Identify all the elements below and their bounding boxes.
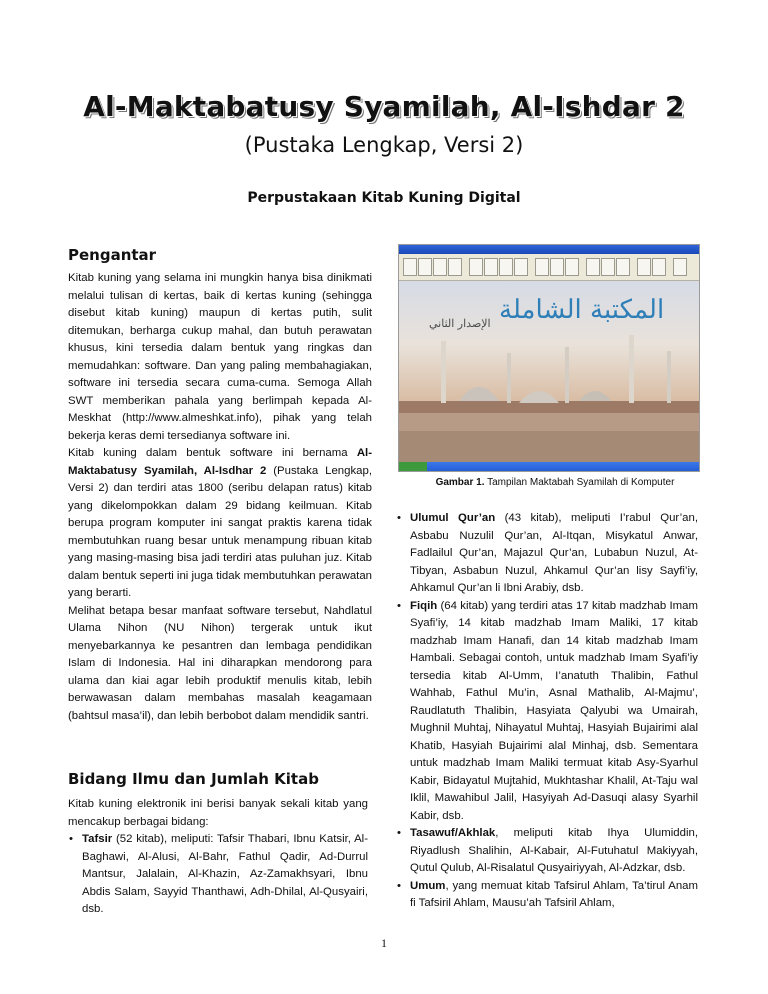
toolbar-button <box>637 258 651 276</box>
caption-label: Gambar 1. <box>435 477 485 488</box>
list-item-name: Tasawuf/Akhlak <box>410 827 496 839</box>
list-item-tafsir <box>68 831 368 919</box>
bullet-icon: • <box>397 512 401 524</box>
intro-p2-software-name: Al-Maktabatusy Syamilah, Al-Isdhar 2 <box>68 447 372 477</box>
figure-caption <box>420 477 690 488</box>
bidang-list-left <box>68 831 368 919</box>
mosque-background-image <box>399 281 699 463</box>
window-toolbar <box>399 254 699 281</box>
list-item-text: (52 kitab), meliputi: Tafsir Thabari, Ibnu Katsir, Al-Baghawi, Al-Alusi, Al-Bahr, Fathul Qadir, Ad-Durrul Mantsur, Jalalain, Al-Khazin, Az-Zamakhsyari, Ibnu Abdis Salam, Sayyid Thanthawi, Adh-Dhilal, Al-Qusyairi, dsb. <box>82 833 368 915</box>
toolbar-button <box>535 258 549 276</box>
toolbar-button <box>433 258 447 276</box>
list-item-name: Ulumul Qur’an <box>410 512 496 524</box>
figure-screenshot <box>398 244 700 472</box>
toolbar-button <box>550 258 564 276</box>
app-logo-subtext: الإصدار الثاني <box>429 317 491 330</box>
intro-p2-lead: Kitab kuning dalam bentuk software ini bernama <box>68 447 357 459</box>
toolbar-button <box>586 258 600 276</box>
intro-paragraph-3: Melihat betapa besar manfaat software tersebut, Nahdlatul Ulama Nihon (NU Nihon) tergerak untuk ikut menyebarkannya ke pesantren dan lembaga pendidikan Islam di Indonesia. Hal ini diharapkan mendorong para ulama dan kiai agar lebih produktif menulis kitab, lebih berwawasan dalam membahas masalah keagamaan (bahtsul masa’il), dan lebih berbobot dalam mendidik santri. <box>68 604 372 722</box>
list-item-ulumul-quran <box>396 510 698 598</box>
bullet-icon: • <box>397 879 401 892</box>
toolbar-button <box>652 258 666 276</box>
bidang-list-right <box>396 510 698 913</box>
window-titlebar <box>399 245 699 254</box>
list-item-text: , yang memuat kitab Tafsirul Ahlam, Ta’tirul Anam fi Tafsiril Ahlam, Mausu’ah Tafsiril Ahlam, <box>410 879 698 909</box>
page-number: 1 <box>381 936 387 950</box>
list-item-text: , meliputi kitab Ihya Ulumiddin, Riyadlush Shalihin, Al-Kabair, Al-Futuhatul Makiyyah, Qutul Qulub, Al-Risalatul Qusyairiyyah, Al-Adzkar, dsb. <box>410 827 698 874</box>
section-heading-pengantar: Pengantar <box>68 246 157 264</box>
toolbar-button <box>514 258 528 276</box>
document-title: Al-Maktabatusy Syamilah, Al-Ishdar 2 <box>83 90 685 123</box>
start-button <box>399 462 427 471</box>
list-item-name: Fiqih <box>410 599 438 612</box>
document-tagline: Perpustakaan Kitab Kuning Digital <box>247 190 521 206</box>
section-heading-bidang: Bidang Ilmu dan Jumlah Kitab <box>68 770 319 788</box>
taskbar <box>399 462 699 471</box>
toolbar-button <box>616 258 630 276</box>
list-item-umum <box>396 878 698 913</box>
toolbar-button <box>565 258 579 276</box>
app-logo-text: المكتبة الشاملة <box>499 295 665 325</box>
intro-p2-rest: (Pustaka Lengkap, Versi 2) dan terdiri atas 1800 (seribu delapan ratus) kitab yang dikelompokkan dalam 29 bidang keilmuan. Kitab berupa program komputer ini sangat praktis karena tidak membutuhkan ruang besar untuk menampung ribuan kitab yang masing-masing bisa jadi terdiri atas puluhan juz. Kitab dalam bentuk seperti ini juga tidak membutuhkan perawatan yang berarti. <box>68 464 372 599</box>
toolbar-button <box>448 258 462 276</box>
list-item-text: (43 kitab), meliputi I’rabul Qur’an, Asbabu Nuzulil Qur’an, Al-Itqan, Misykatul Anwar, Fadlailul Qur’an, Majazul Qur’an, Lubabun Nuzul, At-Tibyan, Asbabun Nuzul, Ahkamul Qur’an lisy Sayfi’iy, Ahkamul Qur’an li Ibni Arabiy, dsb. <box>410 512 698 594</box>
list-item-name: Umum <box>410 879 446 892</box>
bullet-icon: • <box>397 827 401 839</box>
list-item-text: (64 kitab) yang terdiri atas 17 kitab madzhab Imam Syafi’iy, 14 kitab madzhab Imam Maliki, 17 kitab madzhab Imam Hanafi, dan 14 kitab madzhab Imam Hambali. Sebagai contoh, untuk madzhab Imam Syafi’iy tersedia kitab Al-Umm, I’anatuth Thalibin, Fathul Wahhab, Fathul Mu’in, Asnal Mathalib, Al-Majmu’, Raudlatuth Thalibin, Hasyiata Qalyubi wa Umairah, Mughnil Muhtaj, Nihayatul Muhtaj, Hasyiah Bujairimi alal Khatib, Hasyiah Bujairimi alal Minhaj, dsb. Sementara untuk madzhab Imam Maliki termuat kitab Asy-Syarhul Kabir, Bidayatul Mujtahid, Mukhtashar Khalil, At-Taju wal Iklil, Mawahibul Jalil, Hasyiyah Ad-Dasuqi alasy Syarhil Kabir, dsb. <box>410 599 698 822</box>
caption-text: Tampilan Maktabah Syamilah di Komputer <box>484 477 675 488</box>
document-subtitle: (Pustaka Lengkap, Versi 2) <box>244 133 524 157</box>
toolbar-button <box>484 258 498 276</box>
bidang-intro-text: Kitab kuning elektronik ini berisi banyak sekali kitab yang mencakup berbagai bidang: <box>68 798 368 828</box>
toolbar-button <box>673 258 687 276</box>
toolbar-button <box>418 258 432 276</box>
toolbar-button <box>403 258 417 276</box>
toolbar-button <box>469 258 483 276</box>
bullet-icon: • <box>397 599 401 612</box>
intro-paragraph-2 <box>68 445 372 603</box>
toolbar-button <box>601 258 615 276</box>
intro-text <box>68 270 372 725</box>
bullet-icon: • <box>69 833 73 845</box>
list-item-name: Tafsir <box>82 833 113 845</box>
toolbar-button <box>499 258 513 276</box>
list-item-tasawuf <box>396 825 698 878</box>
intro-paragraph-1: Kitab kuning yang selama ini mungkin hanya bisa dinikmati melalui tulisan di kertas, baik di kertas kuning (sehingga disebut kitab kuning) maupun di kertas putih, sulit ditemukan, berharga cukup mahal, dan butuh perawatan khusus, kini tersedia dalam bentuk yang ringkas dan memudahkan: software. Dan yang paling membahagiakan, software ini tersedia secara cuma-cuma. Semoga Allah SWT memberikan pahala yang berlimpah kepada Al-Meskhat (http://www.almeshkat.info), pihak yang telah bekerja keras demi tersedianya software ini. <box>68 272 372 442</box>
list-item-fiqih <box>396 598 698 826</box>
